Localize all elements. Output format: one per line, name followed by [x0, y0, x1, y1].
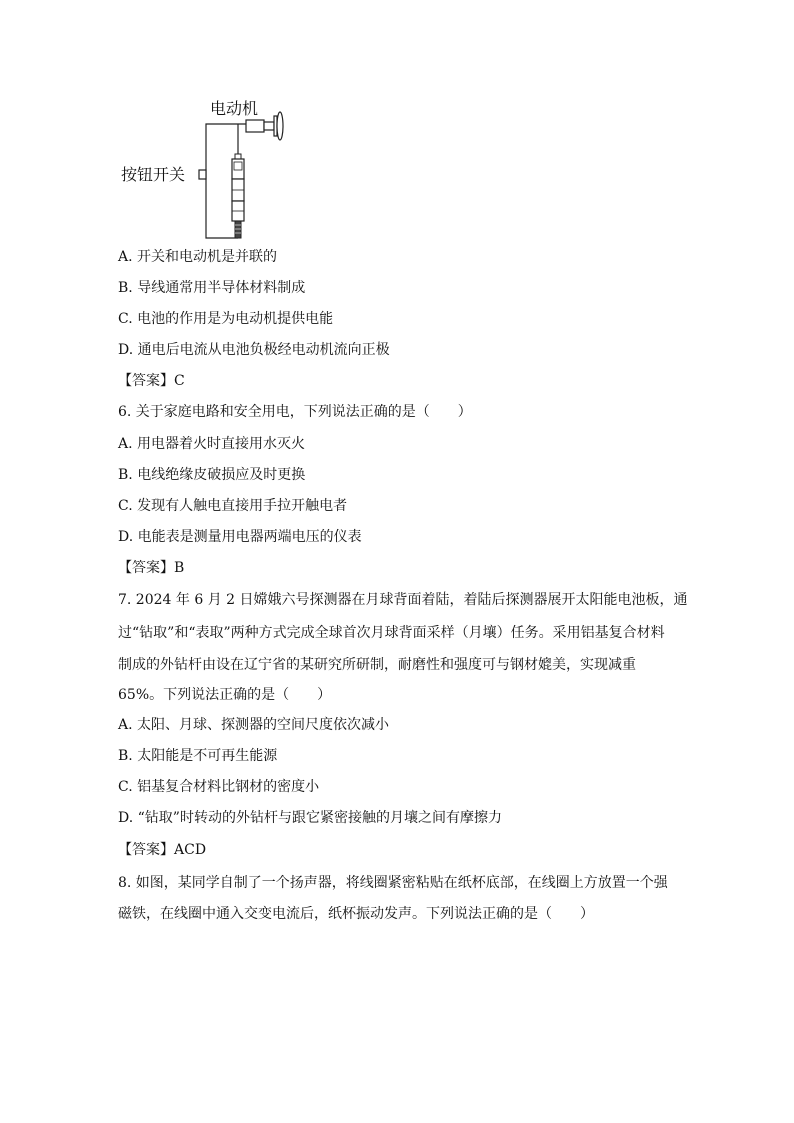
q5-option-a: A. 开关和电动机是并联的	[118, 249, 278, 265]
q7-option-c: C. 铝基复合材料比钢材的密度小	[118, 779, 320, 795]
circuit-figure	[118, 94, 298, 244]
q8-stem-line-2: 磁铁，在线圈中通入交变电流后，纸杯振动发声。下列说法正确的是（ ）	[118, 906, 594, 922]
q6-option-b: B. 电线绝缘皮破损应及时更换	[118, 467, 306, 483]
q7-option-b: B. 太阳能是不可再生能源	[118, 748, 278, 764]
q7-stem-line-4: 65%。下列说法正确的是（ ）	[118, 687, 332, 703]
q7-option-a: A. 太阳、月球、探测器的空间尺度依次减小	[118, 717, 390, 733]
q6-answer: 【答案】B	[118, 560, 185, 576]
q7-stem-line-2: 过“钻取”和“表取”两种方式完成全球首次月球背面采样（月壤）任务。采用铝基复合材料	[118, 625, 665, 641]
q7-option-d: D. “钻取”时转动的外钻杆与跟它紧密接触的月壤之间有摩擦力	[118, 810, 502, 826]
motor-body-icon	[246, 120, 264, 132]
q6-option-a: A. 用电器着火时直接用水灭火	[118, 436, 306, 452]
q5-answer: 【答案】C	[118, 373, 185, 389]
switch-label: 按钮开关	[121, 165, 186, 184]
q6-stem: 6. 关于家庭电路和安全用电，下列说法正确的是（ ）	[118, 404, 472, 420]
q6-option-d: D. 电能表是测量用电器两端电压的仪表	[118, 529, 362, 545]
q7-stem-line-3: 制成的外钻杆由设在辽宁省的某研究所研制，耐磨性和强度可与钢材媲美，实现减重	[118, 657, 636, 673]
motor-label: 电动机	[210, 99, 259, 118]
q5-option-b: B. 导线通常用半导体材料制成	[118, 280, 306, 296]
switch-icon	[199, 170, 206, 179]
q5-option-d: D. 通电后电流从电池负极经电动机流向正极	[118, 342, 390, 358]
q5-option-c: C. 电池的作用是为电动机提供电能	[118, 311, 334, 327]
q7-stem-line-1: 7. 2024 年 6 月 2 日嫦娥六号探测器在月球背面着陆，着陆后探测器展开太阳能电池板，通	[118, 592, 688, 608]
q6-option-c: C. 发现有人触电直接用手拉开触电者	[118, 498, 348, 514]
q7-answer: 【答案】ACD	[118, 842, 207, 858]
q8-stem-line-1: 8. 如图，某同学自制了一个扬声器，将线圈紧密粘贴在纸杯底部，在线圈上方放置一个强	[118, 875, 668, 891]
